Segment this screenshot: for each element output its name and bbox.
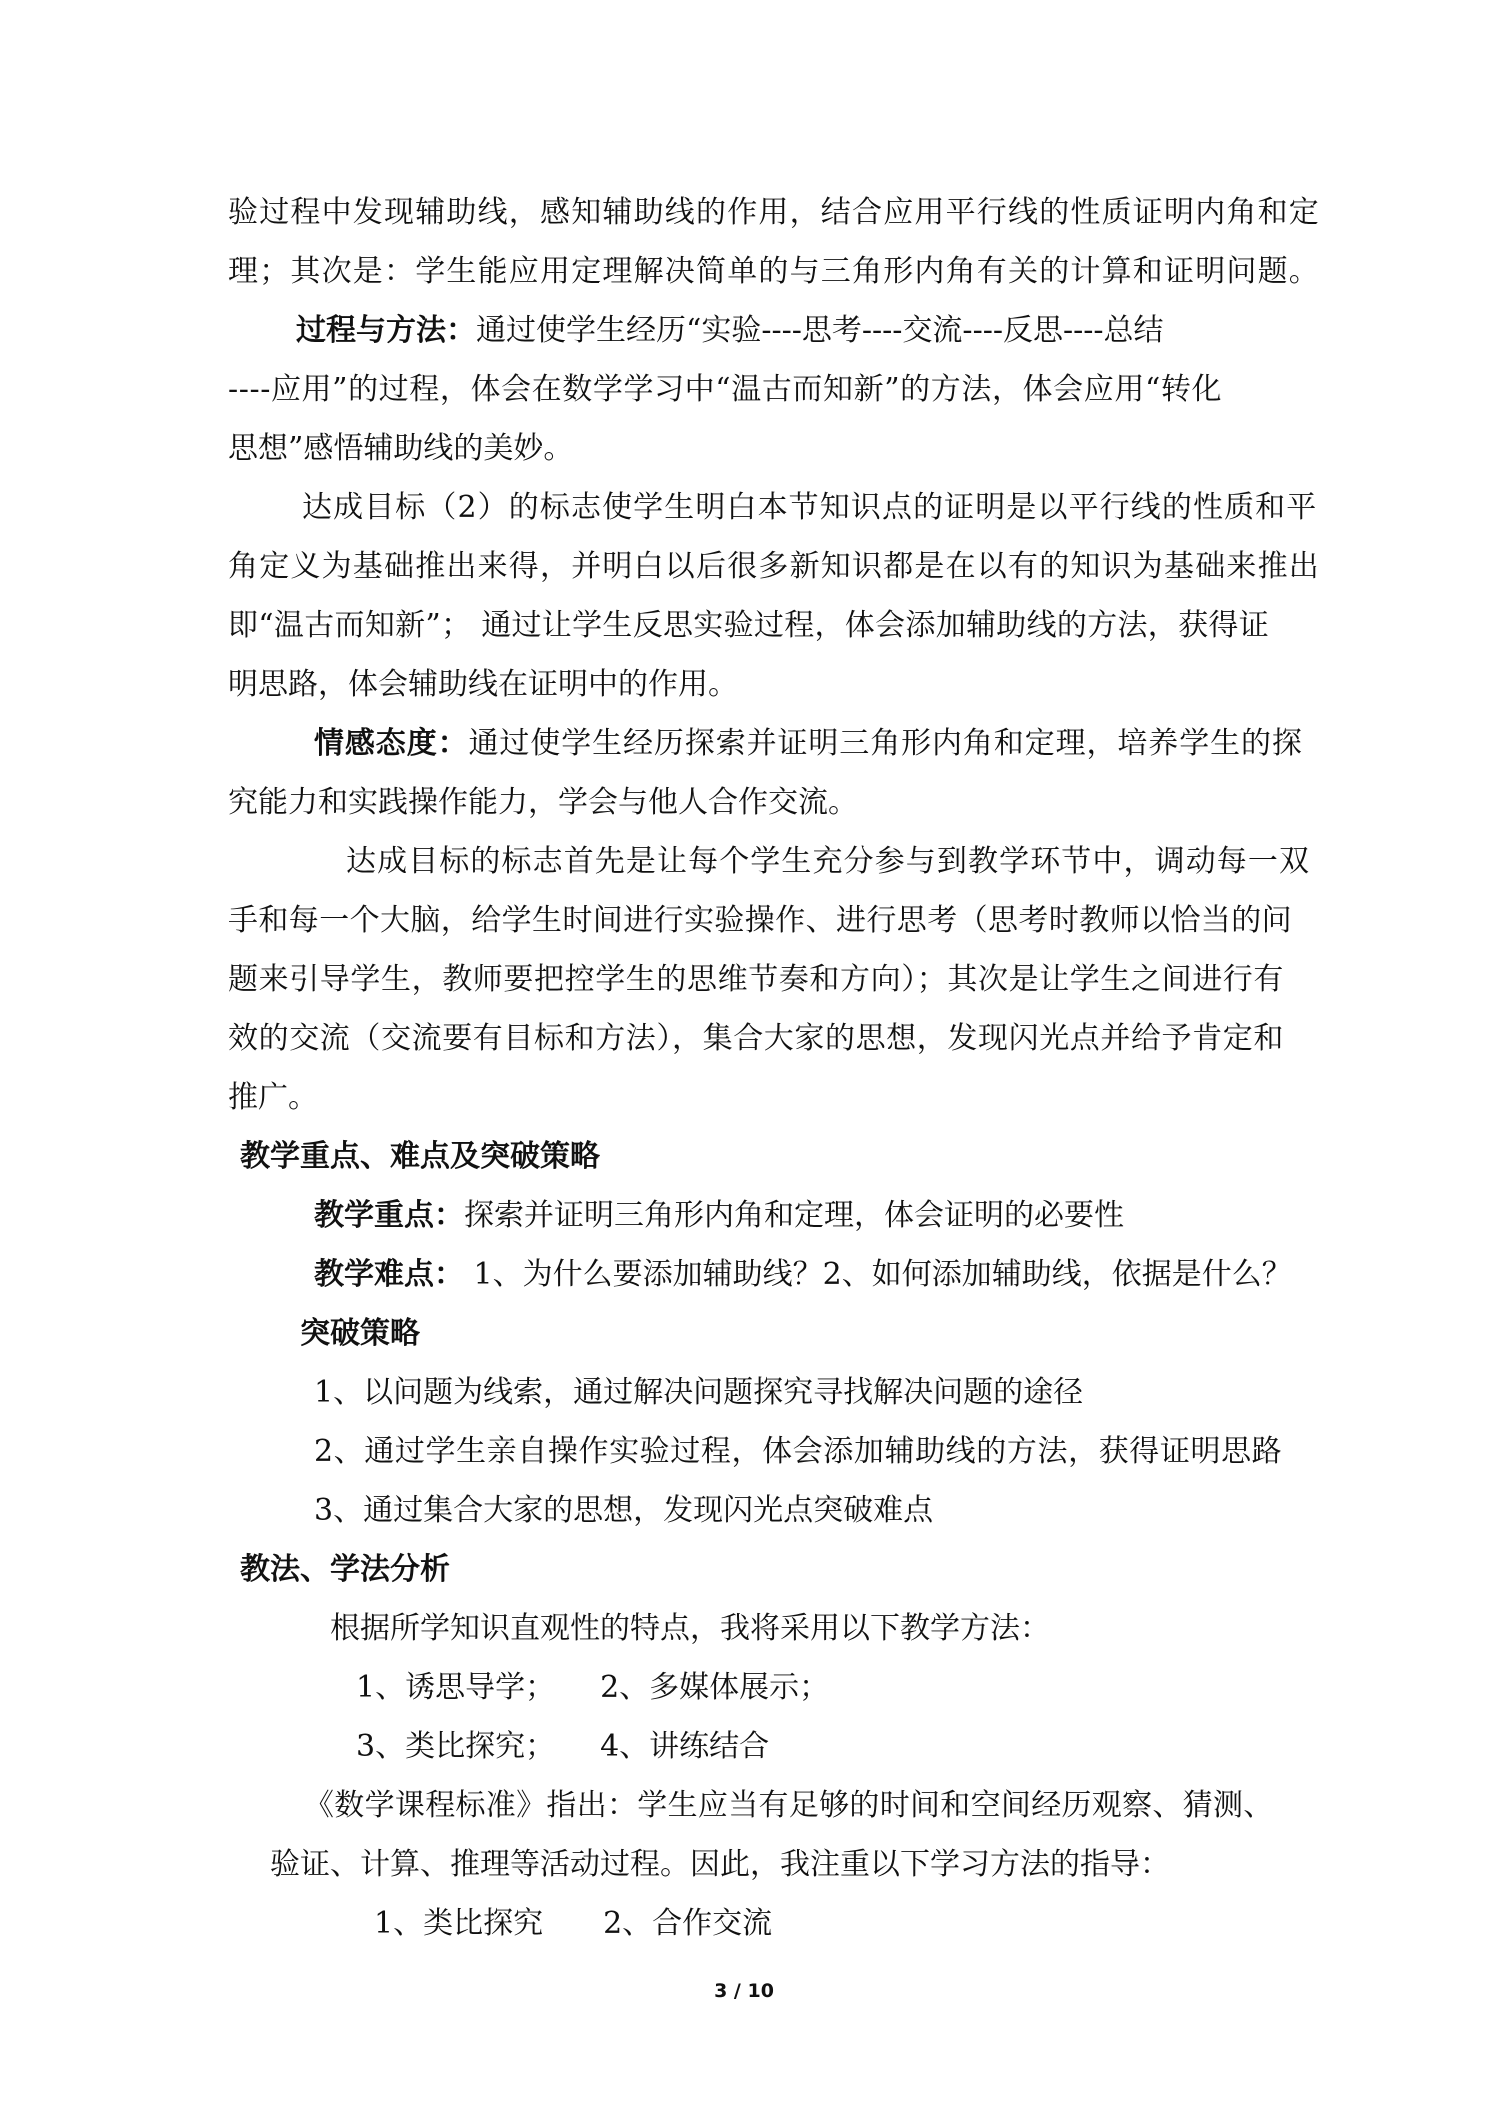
text-line: 达成目标（2）的标志使学生明白本节知识点的证明是以平行线的性质和平: [302, 490, 1318, 525]
list-item: 1、类比探究 2、合作交流: [374, 1906, 773, 1941]
list-item: 3、通过集合大家的思想，发现闪光点突破难点: [314, 1493, 934, 1528]
text-line: 角定义为基础推出来得，并明白以后很多新知识都是在以有的知识为基础来推出: [228, 549, 1320, 584]
bold-heading: 过程与方法：: [296, 313, 476, 348]
text-line: 即“温古而知新”； 通过让学生反思实验过程，体会添加辅助线的方法，获得证: [228, 608, 1270, 643]
section-heading: 教学重点、难点及突破策略: [240, 1139, 600, 1174]
bold-heading: 教学难点：: [314, 1257, 464, 1292]
text-line: 根据所学知识直观性的特点，我将采用以下教学方法：: [330, 1611, 1050, 1646]
section-heading: 突破策略: [300, 1316, 420, 1351]
text-line: 教学重点：探索并证明三角形内角和定理，体会证明的必要性: [314, 1198, 1124, 1233]
section-heading: 教法、学法分析: [240, 1552, 450, 1587]
bold-heading: 情感态度：: [314, 726, 469, 761]
text-line: 验过程中发现辅助线，感知辅助线的作用，结合应用平行线的性质证明内角和定: [228, 195, 1320, 230]
text-line: 题来引导学生，教师要把控学生的思维节奏和方向）；其次是让学生之间进行有: [228, 962, 1284, 997]
bold-heading: 教学重点：: [314, 1198, 464, 1233]
text-line: 思想”感悟辅助线的美妙。: [228, 431, 574, 466]
text-line: 推广。: [228, 1080, 318, 1115]
text-line: 教学难点： 1、为什么要添加辅助线？2、如何添加辅助线，依据是什么？: [314, 1257, 1292, 1292]
text-line: 验证、计算、推理等活动过程。因此，我注重以下学习方法的指导：: [270, 1847, 1170, 1882]
text-line: 《数学课程标准》指出：学生应当有足够的时间和空间经历观察、猜测、: [304, 1788, 1274, 1823]
text-line: 效的交流（交流要有目标和方法），集合大家的思想，发现闪光点并给予肯定和: [228, 1021, 1284, 1056]
text-line: 明思路，体会辅助线在证明中的作用。: [228, 667, 738, 702]
text-line: 达成目标的标志首先是让每个学生充分参与到教学环节中，调动每一双: [346, 844, 1311, 879]
text-line: 究能力和实践操作能力，学会与他人合作交流。: [228, 785, 858, 820]
text-line: 理；其次是：学生能应用定理解决简单的与三角形内角有关的计算和证明问题。: [228, 254, 1320, 289]
text-line: 过程与方法：通过使学生经历“实验----思考----交流----反思----总结: [296, 313, 1164, 348]
text-line: ----应用”的过程，体会在数学学习中“温古而知新”的方法，体会应用“转化: [228, 372, 1223, 407]
page-number: 3 / 10: [714, 1980, 774, 2002]
text-line: 情感态度：通过使学生经历探索并证明三角形内角和定理，培养学生的探: [314, 726, 1303, 761]
list-item: 2、通过学生亲自操作实验过程，体会添加辅助线的方法，获得证明思路: [314, 1434, 1283, 1469]
list-item: 1、诱思导学； 2、多媒体展示；: [356, 1670, 830, 1705]
list-item: 3、类比探究； 4、讲练结合: [356, 1729, 770, 1764]
list-item: 1、以问题为线索，通过解决问题探究寻找解决问题的途径: [314, 1375, 1084, 1410]
text-line: 手和每一个大脑，给学生时间进行实验操作、进行思考（思考时教师以恰当的问: [228, 903, 1292, 938]
